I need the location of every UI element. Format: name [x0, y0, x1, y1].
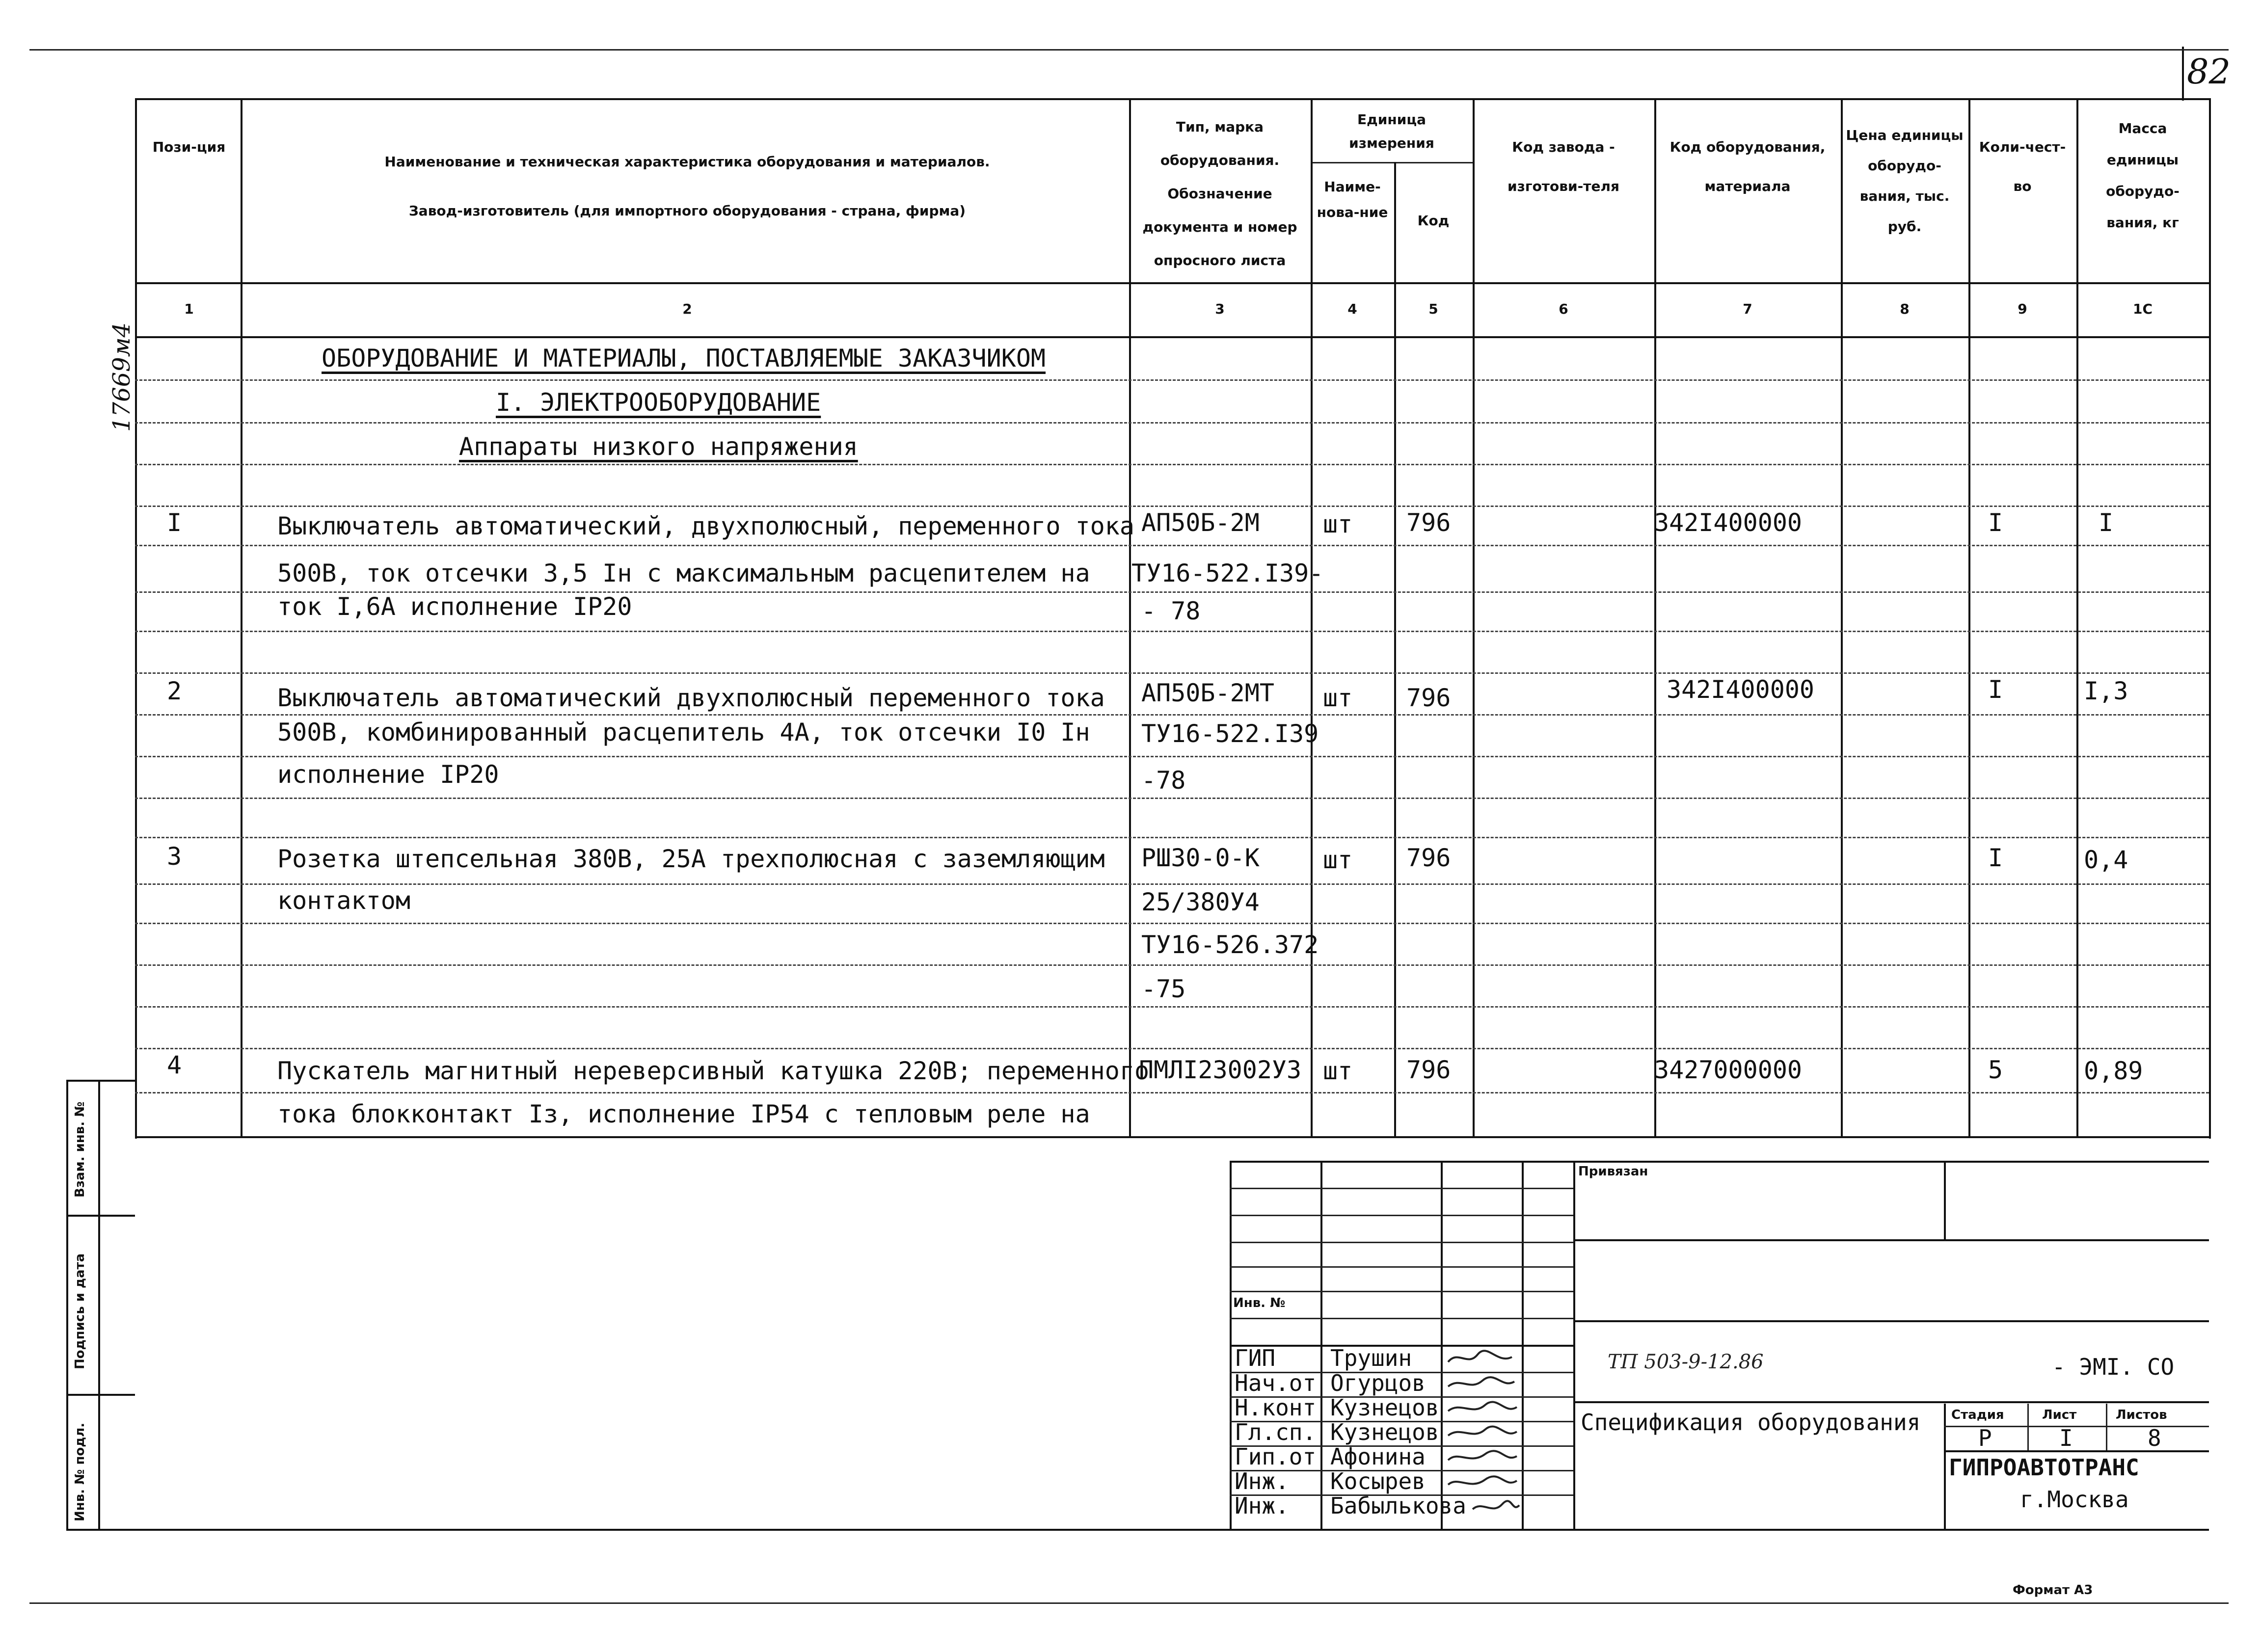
side-handwritten-note: 17669м4 — [108, 322, 135, 432]
item-quantity: 5 — [1988, 1056, 2003, 1084]
stamp-name: Бабылькова — [1330, 1492, 1466, 1519]
stamp-inv-no: Инв. № — [1233, 1296, 1286, 1310]
stamp-org: ГИПРОАВТОТРАНС — [1949, 1454, 2139, 1481]
item-type: ПМЛI23002У3 — [1139, 1056, 1302, 1084]
item-quantity: I — [1988, 508, 2003, 537]
stamp-role: ГИП — [1235, 1345, 1276, 1371]
item-description: 500В, ток отсечки 3,5 Iн с максимальным расцепителем на — [277, 559, 1090, 587]
item-mass: 0,89 — [2084, 1057, 2143, 1085]
col-number: 8 — [1900, 301, 1910, 317]
item-unit: шт — [1323, 846, 1353, 874]
stamp-role: Инж. — [1235, 1492, 1289, 1519]
stamp-role: Гл.сп. — [1235, 1419, 1317, 1445]
item-type: ТУ16-526.372 — [1141, 931, 1319, 959]
header-price: Цена единицы оборудо-вания, тыс. руб. — [1846, 127, 1964, 235]
stamp-role: Нач.от — [1235, 1370, 1317, 1396]
stamp-doc-suffix: - ЭМI. СО — [2052, 1354, 2175, 1380]
item-type: ТУ16-522.I39 — [1141, 719, 1319, 748]
header-quantity: Коли-чест-во — [1979, 139, 2066, 194]
col-number: 5 — [1428, 301, 1438, 317]
item-unit-code: 796 — [1406, 684, 1451, 712]
item-type: РШ30-0-К — [1141, 844, 1260, 872]
section-title: I. ЭЛЕКТРООБОРУДОВАНИЕ — [496, 388, 821, 417]
item-description: Розетка штепсельная 380В, 25А трехполюсная с заземляющим — [277, 845, 1105, 873]
col-number: 9 — [2018, 301, 2027, 317]
item-type: 25/380У4 — [1141, 888, 1260, 916]
side-label-inv: Инв. № подл. — [73, 1422, 87, 1521]
item-description: исполнение IP20 — [277, 760, 499, 789]
stamp-name: Кузнецов — [1330, 1394, 1439, 1421]
item-description: Пускатель магнитный нереверсивный катушка 220В; переменного — [277, 1057, 1150, 1085]
header-unit-group: Единица измерения — [1349, 111, 1434, 151]
item-material-code: 342I400000 — [1654, 508, 1803, 537]
sheet-number: 82 — [2187, 52, 2231, 92]
item-position: I — [167, 508, 182, 537]
col-number: 7 — [1743, 301, 1752, 317]
item-quantity: I — [1988, 675, 2003, 704]
stamp-sheet-label: Лист — [2042, 1408, 2077, 1422]
section-title: ОБОРУДОВАНИЕ И МАТЕРИАЛЫ, ПОСТАВЛЯЕМЫЕ ЗАКАЗЧИКОМ — [322, 344, 1046, 373]
item-unit-code: 796 — [1406, 1056, 1451, 1084]
item-material-code: 3427000000 — [1654, 1056, 1803, 1084]
side-label-sign: Подпись и дата — [73, 1253, 87, 1369]
item-position: 2 — [167, 677, 182, 705]
stamp-doc-code: ТП 503-9-12.86 — [1608, 1351, 1764, 1373]
col-number: 6 — [1559, 301, 1568, 317]
item-type: - 78 — [1141, 597, 1201, 625]
item-type: АП50Б-2МТ — [1141, 679, 1274, 707]
section-subtitle: Аппараты низкого напряжения — [459, 432, 858, 461]
item-description: Выключатель автоматический, двухполюсный, переменного тока — [277, 512, 1134, 540]
stamp-name: Афонина — [1330, 1443, 1426, 1470]
stamp-title: Спецификация оборудования — [1581, 1409, 1921, 1436]
header-position: Пози-ция — [152, 139, 226, 155]
item-description: ток I,6А исполнение IP20 — [277, 592, 632, 621]
stamp-role: Гип.от — [1235, 1443, 1317, 1470]
item-mass: 0,4 — [2084, 846, 2128, 874]
col-number: 4 — [1347, 301, 1357, 317]
header-unit-name: Наиме-нова-ние — [1317, 179, 1388, 220]
item-description: Выключатель автоматический двухполюсный переменного тока — [277, 684, 1105, 712]
header-unit-code: Код — [1417, 213, 1450, 229]
header-factory-code: Код завода - изготови-теля — [1507, 139, 1619, 194]
stamp-name: Огурцов — [1330, 1370, 1426, 1396]
stamp-stage-label: Стадия — [1951, 1408, 2004, 1422]
stamp-sheets-label: Листов — [2116, 1408, 2167, 1422]
item-mass: I — [2099, 508, 2114, 537]
stamp-top — [1230, 1161, 2209, 1163]
header-type: Тип, марка оборудования. Обозначение документа и номер опросного листа — [1142, 119, 1297, 268]
stamp-name: Косырев — [1330, 1468, 1426, 1494]
stamp-privyazan: Привязан — [1578, 1164, 1648, 1179]
stamp-sheet: I — [2059, 1425, 2073, 1451]
header-name-line1: Наименование и техническая характеристика оборудования и материалов. — [384, 154, 990, 170]
item-material-code: 342I400000 — [1667, 675, 1815, 704]
stamp-name: Кузнецов — [1330, 1419, 1439, 1445]
item-type: АП50Б-2М — [1141, 508, 1260, 537]
stamp-sheets: 8 — [2148, 1425, 2161, 1451]
item-type: -75 — [1141, 975, 1186, 1003]
header-mass: Масса единицы оборудо-вания, кг — [2106, 120, 2180, 231]
format-label: Формат А3 — [2013, 1583, 2093, 1598]
header-name-line2: Завод-изготовитель (для импортного оборудования - страна, фирма) — [408, 203, 966, 219]
item-unit: шт — [1323, 684, 1353, 712]
item-description: тока блокконтакт Iз, исполнение IP54 с тепловым реле на — [277, 1100, 1090, 1128]
item-type: ТУ16-522.I39- — [1131, 559, 1324, 587]
item-description: контактом — [277, 886, 410, 915]
item-position: 4 — [167, 1051, 182, 1079]
stamp-role: Н.конт — [1235, 1394, 1317, 1421]
stamp-stage: Р — [1978, 1425, 1992, 1451]
item-unit: шт — [1323, 510, 1353, 538]
stamp-role: Инж. — [1235, 1468, 1289, 1494]
item-unit: шт — [1323, 1057, 1353, 1085]
signatures — [1443, 1347, 1522, 1529]
item-unit-code: 796 — [1406, 508, 1451, 537]
item-unit-code: 796 — [1406, 844, 1451, 872]
header-equipment-code: Код оборудования, материала — [1669, 139, 1826, 194]
item-type: -78 — [1141, 766, 1186, 795]
stamp-name: Трушин — [1330, 1345, 1412, 1371]
col-number: 2 — [682, 301, 692, 317]
item-position: 3 — [167, 842, 182, 871]
side-label-zam: Взам. инв. № — [73, 1101, 87, 1198]
stamp-city: г.Москва — [2020, 1486, 2129, 1513]
item-mass: I,3 — [2084, 677, 2128, 705]
item-description: 500В, комбинированный расцепитель 4А, ток отсечки I0 Iн — [277, 718, 1090, 746]
col-number: 1 — [184, 301, 194, 317]
item-quantity: I — [1988, 844, 2003, 872]
col-number: 1С — [2132, 301, 2153, 317]
col-number: 3 — [1215, 301, 1225, 317]
